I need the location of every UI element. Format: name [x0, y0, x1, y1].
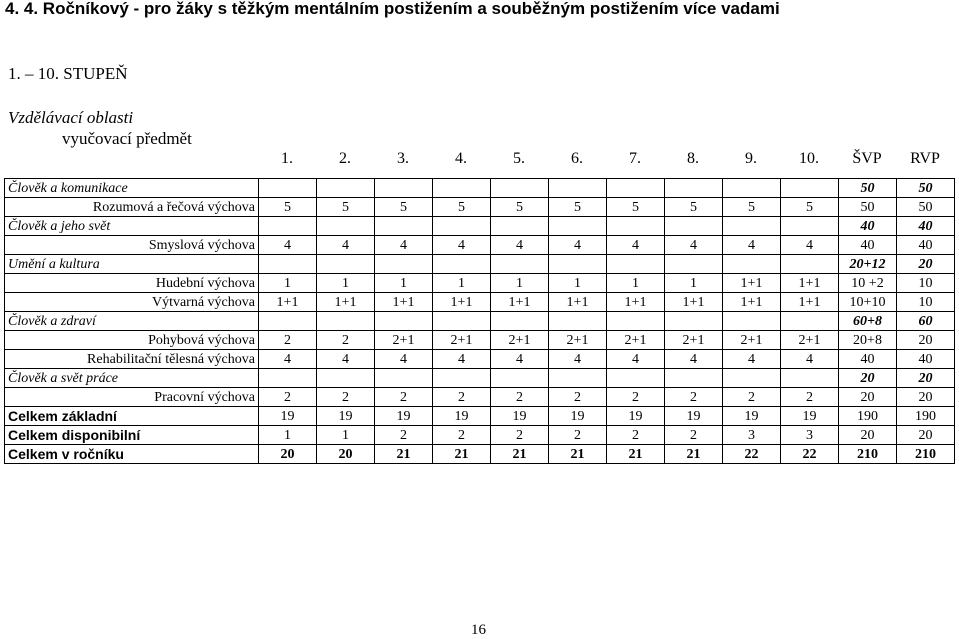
table-cell: 40 [839, 236, 897, 255]
table-cell: 1+1 [549, 293, 607, 312]
table-cell [491, 179, 549, 198]
subject-label: Rehabilitační tělesná výchova [5, 350, 259, 369]
table-cell [607, 369, 665, 388]
table-cell: 2 [665, 426, 723, 445]
table-cell: 5 [375, 198, 433, 217]
table-cell: 5 [259, 198, 317, 217]
table-row [5, 274, 955, 293]
table-cell: 2 [375, 388, 433, 407]
table-cell: 5 [723, 198, 781, 217]
table-cell: 20 [897, 331, 955, 350]
table-cell: 5 [781, 198, 839, 217]
table-cell: 2+1 [433, 331, 491, 350]
table-cell [317, 217, 375, 236]
table-row [5, 426, 955, 445]
grade-header-3: 3. [397, 150, 409, 167]
table-cell: 210 [839, 445, 897, 464]
table-cell [723, 217, 781, 236]
table-cell: 4 [549, 236, 607, 255]
table-cell: 4 [607, 236, 665, 255]
table-cell: 4 [781, 236, 839, 255]
table-row [5, 312, 955, 331]
table-cell: 4 [665, 236, 723, 255]
table-cell [433, 217, 491, 236]
table-row [5, 217, 955, 236]
table-cell: 2+1 [549, 331, 607, 350]
table-cell: 4 [665, 350, 723, 369]
table-cell: 2 [607, 426, 665, 445]
table-cell: 4 [433, 236, 491, 255]
table-cell: 20 [259, 445, 317, 464]
table-cell: 2 [491, 426, 549, 445]
table-cell: 40 [897, 350, 955, 369]
table-cell: 1 [607, 274, 665, 293]
table-cell: 19 [433, 407, 491, 426]
table-cell: 1 [665, 274, 723, 293]
area-label: Člověk a komunikace [5, 179, 259, 198]
table-cell: 210 [897, 445, 955, 464]
subject-label: Rozumová a řečová výchova [5, 198, 259, 217]
table-cell: 4 [259, 350, 317, 369]
grade-header-10: 10. [799, 150, 819, 167]
grade-header-2: 2. [339, 150, 351, 167]
table-cell: 1 [433, 274, 491, 293]
table-cell: 4 [491, 236, 549, 255]
grade-headers [0, 150, 959, 172]
table-cell: 2 [781, 388, 839, 407]
table-cell [723, 312, 781, 331]
table-cell: 20+12 [839, 255, 897, 274]
table-cell: 2 [665, 388, 723, 407]
table-cell: 1+1 [317, 293, 375, 312]
table-row [5, 198, 955, 217]
table-cell [665, 369, 723, 388]
table-cell: 60 [897, 312, 955, 331]
table-cell: 4 [317, 236, 375, 255]
table-cell [665, 217, 723, 236]
table-cell: 1 [491, 274, 549, 293]
page-number: 16 [471, 622, 486, 638]
table-cell: 2+1 [781, 331, 839, 350]
table-cell: 5 [607, 198, 665, 217]
table-cell: 2 [259, 331, 317, 350]
table-cell [607, 179, 665, 198]
table-cell: 3 [723, 426, 781, 445]
table-cell [723, 255, 781, 274]
grade-header-7: 7. [629, 150, 641, 167]
table-cell [781, 369, 839, 388]
table-cell: 1+1 [781, 274, 839, 293]
table-cell: 4 [607, 350, 665, 369]
table-cell: 2 [317, 331, 375, 350]
table-cell [491, 217, 549, 236]
table-cell: 20 [839, 426, 897, 445]
table-cell [433, 179, 491, 198]
table-cell [607, 255, 665, 274]
table-cell: 5 [491, 198, 549, 217]
table-row [5, 388, 955, 407]
table-cell: 21 [491, 445, 549, 464]
table-row [5, 369, 955, 388]
stage-label: 1. – 10. STUPEŇ [8, 64, 128, 83]
table-cell [259, 312, 317, 331]
table-cell [491, 255, 549, 274]
table-cell: 1+1 [259, 293, 317, 312]
table-cell: 40 [839, 350, 897, 369]
table-cell: 20 [897, 388, 955, 407]
table-row [5, 331, 955, 350]
table-cell: 2 [433, 426, 491, 445]
table-row [5, 293, 955, 312]
table-cell: 2+1 [665, 331, 723, 350]
areas-column-label: Vzdělávací oblasti [8, 108, 134, 127]
table-cell [375, 369, 433, 388]
table-row [5, 407, 955, 426]
table-cell: 2 [549, 388, 607, 407]
table-cell: 19 [723, 407, 781, 426]
table-cell: 21 [375, 445, 433, 464]
table-cell: 20+8 [839, 331, 897, 350]
table-cell: 19 [549, 407, 607, 426]
table-cell: 10+10 [839, 293, 897, 312]
table-cell: 2+1 [491, 331, 549, 350]
table-cell: 50 [839, 198, 897, 217]
table-cell: 2 [433, 388, 491, 407]
table-cell [665, 312, 723, 331]
table-cell: 4 [723, 350, 781, 369]
table-cell: 190 [839, 407, 897, 426]
area-label: Člověk a zdraví [5, 312, 259, 331]
table-cell [317, 312, 375, 331]
table-cell: 1+1 [491, 293, 549, 312]
table-cell: 2 [607, 388, 665, 407]
table-cell [375, 255, 433, 274]
table-cell [549, 179, 607, 198]
table-cell: 5 [549, 198, 607, 217]
table-cell: 21 [549, 445, 607, 464]
grade-header-8: 8. [687, 150, 699, 167]
table-cell [317, 255, 375, 274]
table-cell [433, 312, 491, 331]
table-cell: 4 [781, 350, 839, 369]
table-cell: 2 [549, 426, 607, 445]
table-cell: 1+1 [375, 293, 433, 312]
table-cell: 10 [897, 274, 955, 293]
table-cell [375, 179, 433, 198]
total-label: Celkem v ročníku [5, 445, 259, 464]
table-cell: 5 [433, 198, 491, 217]
table-cell [375, 312, 433, 331]
table-cell: 50 [839, 179, 897, 198]
table-cell: 19 [259, 407, 317, 426]
table-cell: 20 [897, 255, 955, 274]
curriculum-table [4, 178, 955, 464]
table-cell: 1 [317, 426, 375, 445]
table-cell [665, 179, 723, 198]
grade-header-1: 1. [281, 150, 293, 167]
table-cell: 19 [491, 407, 549, 426]
table-cell [723, 369, 781, 388]
table-cell: 20 [897, 426, 955, 445]
table-cell [549, 255, 607, 274]
table-cell: 19 [317, 407, 375, 426]
table-cell: 21 [433, 445, 491, 464]
table-cell: 3 [781, 426, 839, 445]
table-cell: 40 [839, 217, 897, 236]
table-cell: 4 [491, 350, 549, 369]
table-cell: 21 [607, 445, 665, 464]
table-cell: 5 [317, 198, 375, 217]
table-cell [259, 217, 317, 236]
table-cell: 50 [897, 179, 955, 198]
area-label: Umění a kultura [5, 255, 259, 274]
table-cell: 1 [259, 426, 317, 445]
table-cell: 19 [607, 407, 665, 426]
table-cell [607, 312, 665, 331]
table-cell: 190 [897, 407, 955, 426]
table-cell [375, 217, 433, 236]
table-cell: 20 [317, 445, 375, 464]
table-cell: 4 [375, 236, 433, 255]
table-cell: 40 [897, 217, 955, 236]
table-cell: 60+8 [839, 312, 897, 331]
table-cell: 1 [375, 274, 433, 293]
grade-header-4: 4. [455, 150, 467, 167]
table-cell: 4 [375, 350, 433, 369]
area-label: Člověk a jeho svět [5, 217, 259, 236]
total-label: Celkem disponibilní [5, 426, 259, 445]
table-cell: 1+1 [723, 274, 781, 293]
table-cell: 4 [549, 350, 607, 369]
table-cell: 4 [317, 350, 375, 369]
table-cell [665, 255, 723, 274]
table-cell: 19 [375, 407, 433, 426]
table-cell: 19 [781, 407, 839, 426]
table-cell: 4 [723, 236, 781, 255]
subject-label: Výtvarná výchova [5, 293, 259, 312]
table-cell: 2+1 [375, 331, 433, 350]
table-cell: 2 [259, 388, 317, 407]
table-cell: 21 [665, 445, 723, 464]
table-cell: 2 [375, 426, 433, 445]
table-cell: 10 [897, 293, 955, 312]
table-cell [259, 179, 317, 198]
table-cell [781, 179, 839, 198]
table-cell: 20 [839, 388, 897, 407]
table-cell: 40 [897, 236, 955, 255]
grade-header-11: ŠVP [852, 150, 882, 167]
subject-label: Pracovní výchova [5, 388, 259, 407]
table-cell: 2 [491, 388, 549, 407]
subject-label: Hudební výchova [5, 274, 259, 293]
table-cell: 1+1 [433, 293, 491, 312]
table-cell: 2 [723, 388, 781, 407]
table-cell: 2 [317, 388, 375, 407]
table-cell [491, 369, 549, 388]
table-cell [433, 255, 491, 274]
grade-header-5: 5. [513, 150, 525, 167]
subject-label: Smyslová výchova [5, 236, 259, 255]
table-cell: 22 [781, 445, 839, 464]
table-row [5, 179, 955, 198]
table-cell [549, 217, 607, 236]
table-cell: 10 +2 [839, 274, 897, 293]
table-cell: 4 [259, 236, 317, 255]
table-cell [781, 217, 839, 236]
table-cell [259, 369, 317, 388]
area-label: Člověk a svět práce [5, 369, 259, 388]
table-cell [781, 312, 839, 331]
table-row [5, 255, 955, 274]
table-cell [259, 255, 317, 274]
table-cell: 2+1 [607, 331, 665, 350]
table-cell: 22 [723, 445, 781, 464]
table-cell: 5 [665, 198, 723, 217]
table-cell: 1 [259, 274, 317, 293]
table-cell [433, 369, 491, 388]
subject-label: Pohybová výchova [5, 331, 259, 350]
subjects-column-label: vyučovací předmět [62, 129, 192, 148]
table-cell: 1 [317, 274, 375, 293]
table-cell [549, 369, 607, 388]
table-row [5, 445, 955, 464]
table-cell: 1+1 [781, 293, 839, 312]
table-cell: 2+1 [723, 331, 781, 350]
table-cell: 20 [839, 369, 897, 388]
table-cell [607, 217, 665, 236]
table-cell: 1+1 [665, 293, 723, 312]
table-row [5, 236, 955, 255]
table-cell: 1+1 [607, 293, 665, 312]
table-cell: 20 [897, 369, 955, 388]
table-cell: 1 [549, 274, 607, 293]
table-cell: 1+1 [723, 293, 781, 312]
table-cell [491, 312, 549, 331]
total-label: Celkem základní [5, 407, 259, 426]
table-row [5, 350, 955, 369]
section-heading: 4. 4. Ročníkový - pro žáky s těžkým mentálním postižením a souběžným postižením více vadami [5, 0, 780, 18]
table-cell [723, 179, 781, 198]
table-cell: 19 [665, 407, 723, 426]
table-cell [317, 369, 375, 388]
grade-header-6: 6. [571, 150, 583, 167]
grade-header-12: RVP [910, 150, 940, 167]
table-cell [317, 179, 375, 198]
table-cell [549, 312, 607, 331]
table-cell: 50 [897, 198, 955, 217]
grade-header-9: 9. [745, 150, 757, 167]
table-cell [781, 255, 839, 274]
table-cell: 4 [433, 350, 491, 369]
